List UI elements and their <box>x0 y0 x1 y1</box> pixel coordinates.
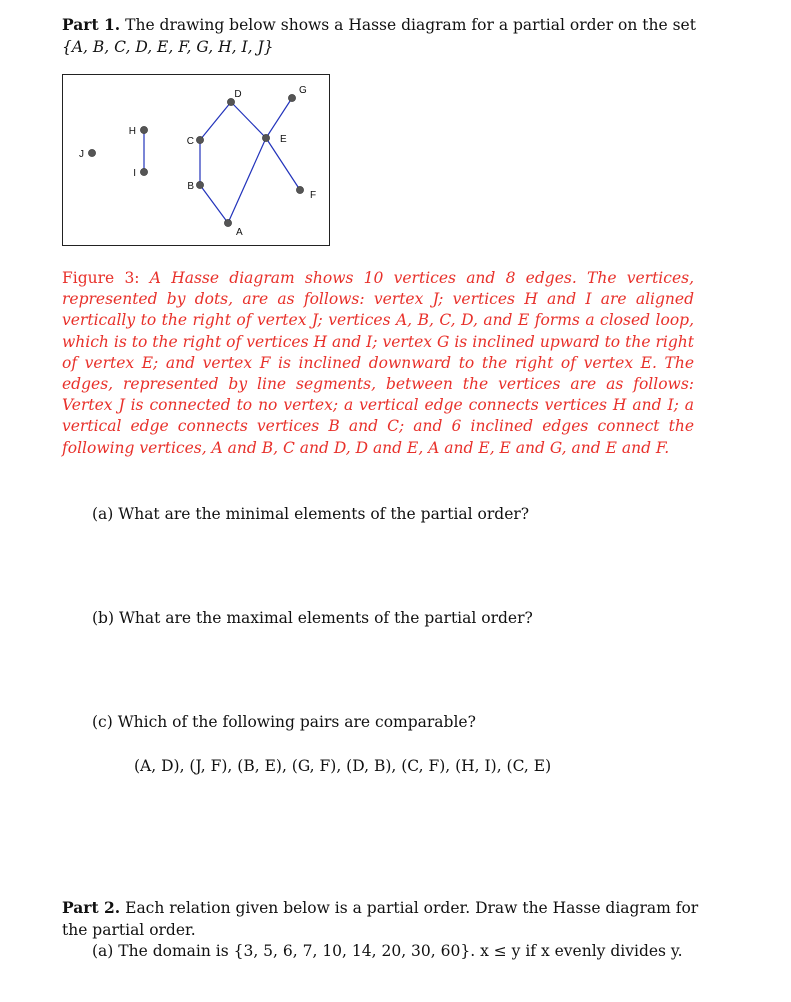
part2-a-text: The domain is {3, 5, 6, 7, 10, 14, 20, 30, 60}. x ≤ y if x evenly divides y. <box>118 942 683 960</box>
part2-intro <box>62 897 702 941</box>
question-a <box>92 503 529 525</box>
question-b-label: (b) <box>92 609 115 627</box>
diagram-vertices <box>88 94 303 226</box>
vertex-I <box>140 168 147 175</box>
part2-heading: Part 2. <box>62 898 121 917</box>
edge-E-F <box>266 138 300 190</box>
edge-A-B <box>200 185 228 223</box>
question-c-text: Which of the following pairs are comparable? <box>117 713 476 731</box>
question-a-label: (a) <box>92 505 114 523</box>
hasse-diagram-svg <box>63 75 331 247</box>
vertex-label-B: B <box>187 181 194 192</box>
diagram-labels <box>79 85 316 238</box>
edge-C-D <box>200 102 231 140</box>
vertex-label-F: F <box>310 190 317 201</box>
question-c-label: (c) <box>92 713 113 731</box>
vertex-label-I: I <box>133 168 136 179</box>
edge-E-G <box>266 98 292 138</box>
vertex-H <box>140 126 147 133</box>
vertex-label-D: D <box>234 89 242 100</box>
vertex-label-C: C <box>186 136 194 147</box>
vertex-label-A: A <box>236 227 243 238</box>
vertex-F <box>296 186 303 193</box>
question-c-pairs: (A, D), (J, F), (B, E), (G, F), (D, B), (C, F), (H, I), (C, E) <box>134 757 552 775</box>
part1-intro <box>62 14 702 58</box>
part1-set: {A, B, C, D, E, F, G, H, I, J} <box>62 38 274 56</box>
diagram-edges <box>144 98 300 223</box>
vertex-label-J: J <box>79 149 84 160</box>
part2-question-a <box>92 942 683 960</box>
part2-a-label: (a) <box>92 942 114 960</box>
vertex-G <box>288 94 295 101</box>
part1-intro-text: The drawing below shows a Hasse diagram for a partial order on the set <box>125 16 696 34</box>
hasse-diagram-figure <box>62 74 330 246</box>
question-c <box>92 711 476 733</box>
caption-text: A Hasse diagram shows 10 vertices and 8 edges. The vertices, represented by dots, are as follows: vertex J; vertices H and I are aligned vertically to the right of vertex J; vertices A, B, C, D, and E forms a closed loop, which is to the right of vertices H and I; vertex G is inclined upward to the right of vertex E; and vertex F is inclined downward to the right of vertex E. The edges, represented by line segments, between the vertices are as follows: Vertex J is connected to no vertex; a vertical edge connects vertices H and I; a vertical edge connects vertices B and C; and 6 inclined edges connect the following vertices, A and B, C and D, D and E, A and E, E and G, and E and F. <box>62 269 694 457</box>
edge-A-E <box>228 138 266 223</box>
vertex-A <box>224 219 231 226</box>
figure-caption <box>62 268 694 459</box>
vertex-label-H: H <box>128 126 136 137</box>
vertex-label-G: G <box>299 85 307 96</box>
vertex-E <box>262 134 269 141</box>
question-b-text: What are the maximal elements of the partial order? <box>118 609 533 627</box>
part1-heading: Part 1. <box>62 15 121 34</box>
part2-intro-text: Each relation given below is a partial order. Draw the Hasse diagram for the partial order. <box>62 899 699 939</box>
vertex-J <box>88 149 95 156</box>
caption-label: Figure 3: <box>62 269 140 287</box>
vertex-label-E: E <box>280 134 287 145</box>
question-b <box>92 607 533 629</box>
vertex-B <box>196 181 203 188</box>
vertex-C <box>196 136 203 143</box>
question-a-text: What are the minimal elements of the partial order? <box>118 505 530 523</box>
edge-D-E <box>231 102 266 138</box>
